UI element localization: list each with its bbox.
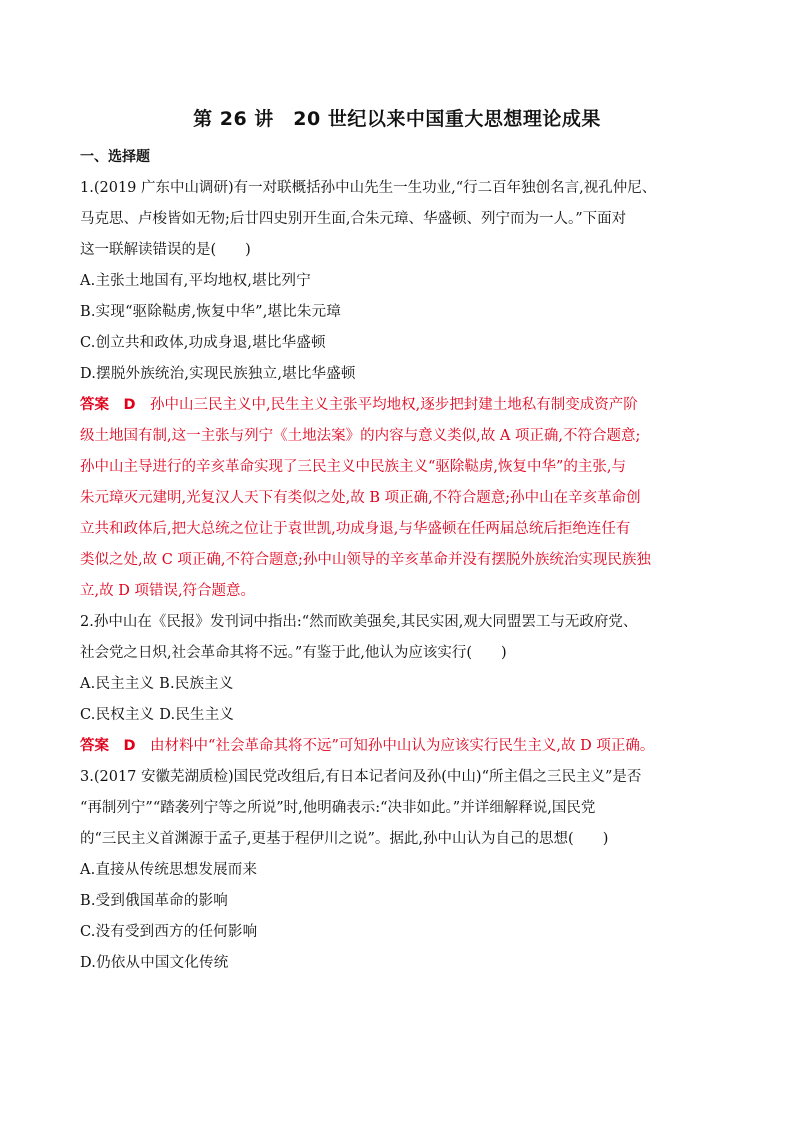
q1-option-a: A.主张土地国有,平均地权,堪比列宁	[80, 273, 311, 289]
q1-stem-line: 1.(2019 广东中山调研)有一对联概括孙中山先生一生功业,“行二百年独创名言,视孔仲尼、	[80, 180, 657, 196]
q3-option-a: A.直接从传统思想发展而来	[80, 862, 258, 878]
q1-answer-line: 类似之处,故 C 项正确,不符合题意;孙中山领导的辛亥革命并没有摆脱外族统治实现民族独	[80, 552, 651, 568]
answer-text: 孙中山三民主义中,民生主义主张平均地权,逐步把封建土地私有制变成资产阶	[135, 397, 638, 413]
q1-stem-line: 这一联解读错误的是( )	[80, 242, 251, 258]
q2-stem-line: 社会党之日炽,社会革命其将不远。”有鉴于此,他认为应该实行( )	[80, 645, 507, 661]
q3-stem-line: 的“三民主义首渊源于孟子,更基于程伊川之说”。据此,孙中山认为自己的思想( )	[80, 831, 609, 847]
q2-answer-line	[80, 736, 654, 756]
page-title: 第 26 讲 20 世纪以来中国重大思想理论成果	[193, 108, 601, 130]
q1-answer-line	[80, 395, 638, 415]
q3-stem-line: 3.(2017 安徽芜湖质检)国民党改组后,有日本记者问及孙(中山)“所主倡之三民主义”是否	[80, 769, 642, 785]
q1-answer-line: 立共和政体后,把大总统之位让于袁世凯,功成身退,与华盛顿在任两届总统后拒绝连任有	[80, 521, 631, 537]
q1-option-b: B.实现“驱除鞑虏,恢复中华”,堪比朱元璋	[80, 304, 342, 320]
answer-tag: 答案 D	[80, 397, 136, 413]
q1-option-d: D.摆脱外族统治,实现民族独立,堪比华盛顿	[80, 366, 356, 382]
q1-stem-line: 马克思、卢梭皆如无物;后廿四史别开生面,合朱元璋、华盛顿、列宁而为一人。”下面对	[80, 211, 627, 227]
answer-text: 由材料中“社会革命其将不远”可知孙中山认为应该实行民生主义,故 D 项正确。	[135, 738, 655, 754]
q2-options-cd: C.民权主义 D.民生主义	[80, 707, 235, 723]
q3-option-b: B.受到俄国革命的影响	[80, 893, 228, 909]
q1-answer-line: 孙中山主导进行的辛亥革命实现了三民主义中民族主义“驱除鞑虏,恢复中华”的主张,与	[80, 459, 627, 475]
answer-tag: 答案 D	[80, 738, 136, 754]
q2-options-ab: A.民主主义 B.民族主义	[80, 676, 234, 692]
section-heading: 一、选择题	[80, 149, 150, 165]
q3-stem-line: “再制列宁”“踏袭列宁等之所说”时,他明确表示:“决非如此。”并详细解释说,国民党	[80, 800, 596, 816]
q3-option-d: D.仍依从中国文化传统	[80, 955, 229, 971]
q1-answer-line: 立,故 D 项错误,符合题意。	[80, 583, 256, 599]
q3-option-c: C.没有受到西方的任何影响	[80, 924, 258, 940]
q1-answer-line: 级土地国有制,这一主张与列宁《土地法案》的内容与意义类似,故 A 项正确,不符合题意;	[80, 428, 641, 444]
q1-option-c: C.创立共和政体,功成身退,堪比华盛顿	[80, 335, 326, 351]
q1-answer-line: 朱元璋灭元建明,光复汉人天下有类似之处,故 B 项正确,不符合题意;孙中山在辛亥革命创	[80, 490, 641, 506]
q2-stem-line: 2.孙中山在《民报》发刊词中指出:“然而欧美强矣,其民实困,观大同盟罢工与无政府党、	[80, 614, 638, 630]
